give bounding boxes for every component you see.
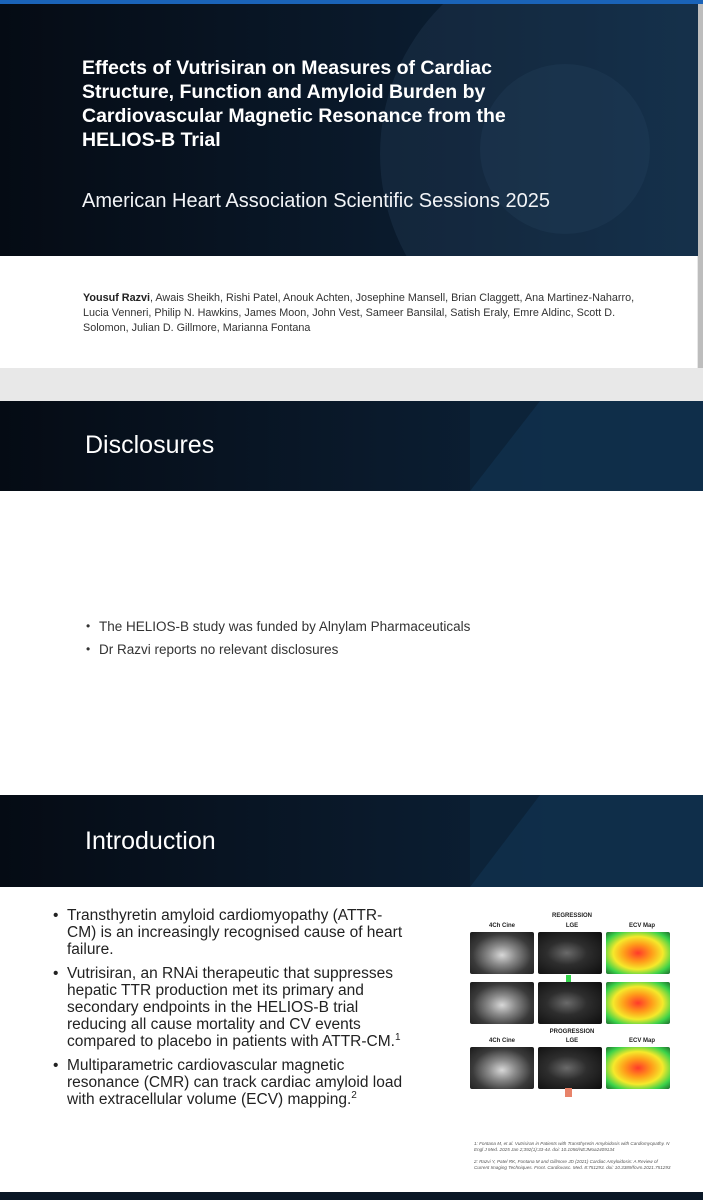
next-slide-edge <box>0 1192 703 1200</box>
authors-panel <box>0 256 697 368</box>
red-arrow-icon <box>565 1088 572 1097</box>
presentation-subtitle: American Heart Association Scientific Sessions 2025 <box>82 190 551 212</box>
disclosures-list <box>87 619 470 665</box>
cmr-figure <box>462 899 680 1099</box>
col-label-cine: 4Ch Cine <box>488 923 515 929</box>
author-list <box>83 291 648 336</box>
cmr-image <box>470 932 534 974</box>
disclosures-header <box>0 401 703 491</box>
reference-item: 2: Razvi Y, Patel RK, Fontana M and Gillmore JD (2021) Cardiac Amyloidosis: A Review of Current Imaging Techniques. Front. Cardiovasc. Med. 8:751293. doi: 10.3389/fcvm.2021.751293 <box>474 1159 671 1170</box>
reference-item: 1: Fontana M, et al. Vutrisiran in Patients with Transthyretin Amyloidosis with Cardiomyopathy. N Engl J Med. 2025 Jan 2;392(1):33-44. doi: 10.1056/NEJMoa2409134 <box>474 1141 670 1152</box>
cmr-image <box>538 932 602 974</box>
col-label-lge: LGE <box>565 923 579 929</box>
col-label-ecv: ECV Map <box>628 1038 655 1044</box>
cmr-image <box>606 932 670 974</box>
cmr-image <box>538 1047 602 1089</box>
references <box>474 1141 674 1177</box>
co-authors: , Awais Sheikh, Rishi Patel, Anouk Achten, Josephine Mansell, Brian Claggett, Ana Martinez-Naharro, Lucia Venneri, Philip N. Hawkins, James Moon, John Vest, Sameer Bansilal, Satish Eraly, Emre Aldinc, Scott D. Solomon, Julian D. Gillmore, Marianna Fontana <box>83 292 635 334</box>
citation-2: 2 <box>351 1089 357 1101</box>
disclosure-item: • The HELIOS-B study was funded by Alnylam Pharmaceuticals <box>87 619 470 634</box>
cmr-image <box>538 982 602 1024</box>
cmr-image <box>470 982 534 1024</box>
cmr-image <box>606 1047 670 1089</box>
col-label-ecv: ECV Map <box>628 923 655 929</box>
cmr-image <box>606 982 670 1024</box>
introduction-header <box>0 795 703 887</box>
disclosures-title: Disclosures <box>85 431 215 459</box>
intro-item: • Multiparametric cardiovascular magnetic resonance (CMR) can track cardiac amyloid load with extracellular volume (ECV) mapping.$^2$ <box>52 1057 410 1108</box>
scrollbar[interactable] <box>698 4 703 368</box>
disclosures-body <box>0 491 703 795</box>
introduction-list <box>52 907 410 1115</box>
disclosure-item: • Dr Razvi reports no relevant disclosures <box>87 642 470 657</box>
introduction-title: Introduction <box>85 827 216 855</box>
presentation-title: Effects of Vutrisiran on Measures of Cardiac Structure, Function and Amyloid Burden by Cardiovascular Magnetic Resonance from the HELIOS-B Trial <box>82 57 506 151</box>
intro-item: • Vutrisiran, an RNAi therapeutic that suppresses hepatic TTR production met its primary and secondary endpoints in the HELIOS-B trial reducing all cause mortality and CV events compared to placebo in patients with ATTR-CM.$^1$ <box>52 965 410 1050</box>
presenting-author: Yousuf Razvi <box>83 292 150 304</box>
introduction-body <box>0 887 703 1192</box>
citation-1: 1 <box>394 1031 401 1043</box>
slide-gap <box>0 368 703 401</box>
progression-label: PROGRESSION <box>549 1029 595 1035</box>
col-label-lge: LGE <box>565 1038 579 1044</box>
intro-item: • Transthyretin amyloid cardiomyopathy (ATTR-CM) is an increasingly recognised cause of heart failure. <box>52 907 410 958</box>
col-label-cine: 4Ch Cine <box>488 1038 515 1044</box>
title-slide <box>0 4 703 256</box>
cmr-image <box>470 1047 534 1089</box>
regression-label: REGRESSION <box>551 913 592 919</box>
